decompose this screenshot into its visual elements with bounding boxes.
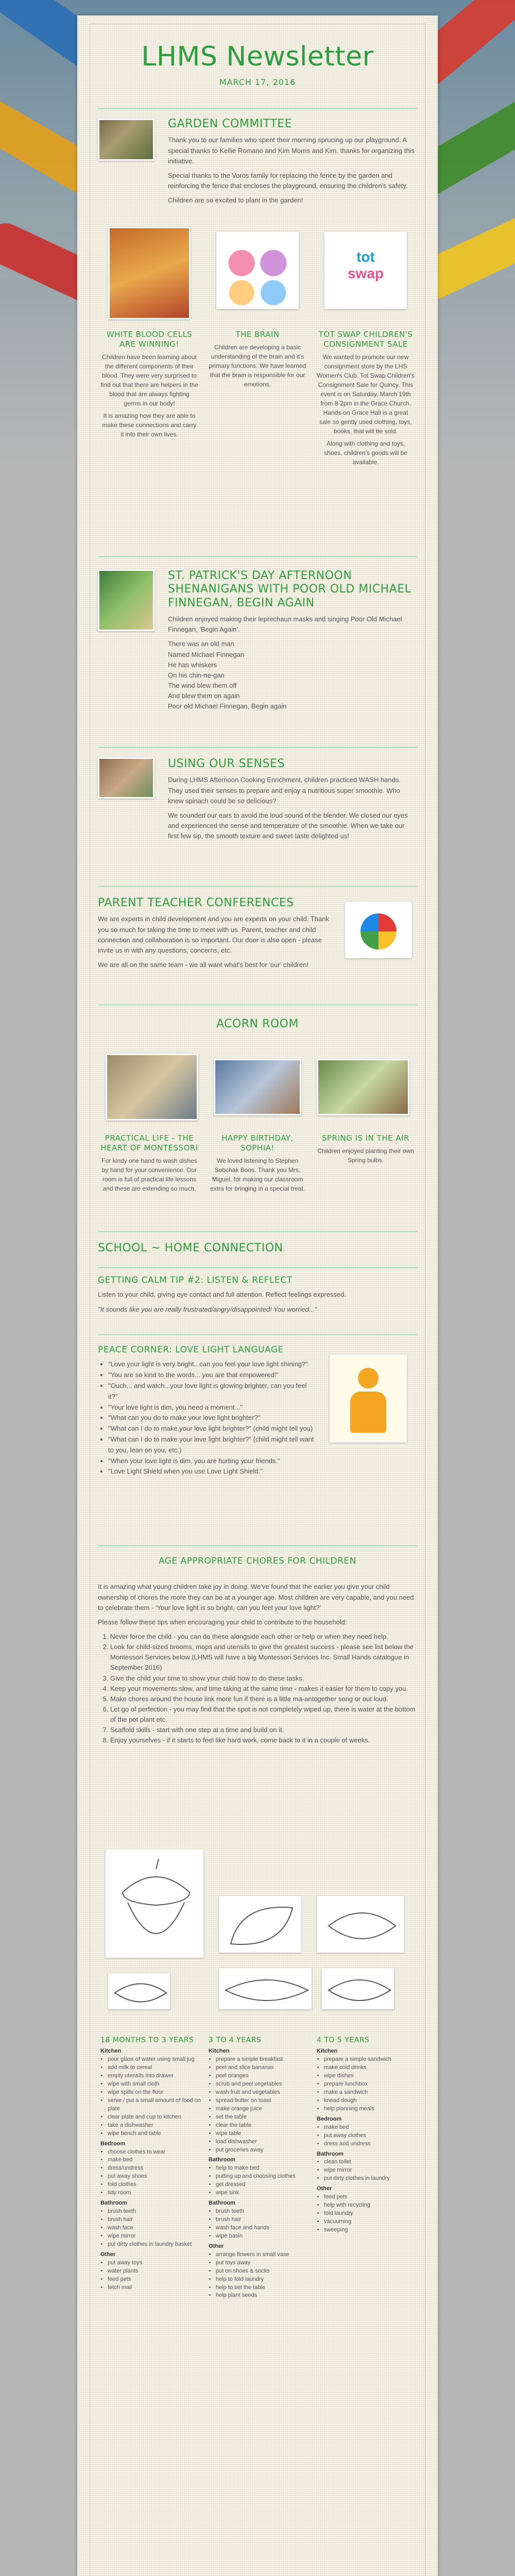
birthday-title: HAPPY BIRTHDAY, SOPHIA! [221, 1133, 294, 1153]
divider [98, 108, 417, 109]
chore-item: • arrange flowers in small vase [216, 2251, 309, 2259]
chore-item: • brush teeth [108, 2208, 201, 2216]
chores-tip-item: 6. Let go of perfection - you may find that the spot is not completely wiped up, there is water at the bottom of the pot plant etc. [110, 1704, 417, 1725]
leaf-drawing-2 [317, 1896, 404, 1953]
ptc-section [98, 896, 335, 970]
chore-item: • wipe mirror [324, 2166, 417, 2175]
peace-corner-item: • "Your love light is dim, you need a moment..." [108, 1402, 314, 1413]
chore-item: • dress and undress [324, 2140, 417, 2148]
tot-swap-title: TOT SWAP CHILDREN'S CONSIGNMENT SALE [318, 330, 413, 349]
chore-item: • brush teeth [216, 2208, 309, 2216]
chore-item: • wipe basin [216, 2232, 309, 2241]
chores-title: AGE APPROPRIATE CHORES FOR CHILDREN [158, 1556, 357, 1566]
garden-text-3: Children are so excited to plant in the garden! [168, 196, 303, 205]
peace-corner-item: • "When your love light is dim, you are hurting your friends." [108, 1456, 314, 1467]
chore-list [317, 2056, 417, 2113]
acorn-room-title: ACORN ROOM [216, 1018, 299, 1030]
chore-list [209, 2164, 309, 2197]
chore-item: • help to make bed [216, 2164, 309, 2173]
birthday-column [209, 1133, 306, 1193]
chore-group-title: Bathroom [100, 2200, 127, 2207]
love-light-figure [330, 1355, 407, 1443]
chore-item: • peel oranges [216, 2072, 309, 2080]
chore-item: • fold clothes [108, 2181, 201, 2189]
calm-tip-title: GETTING CALM TIP #2: LISTEN & REFLECT [98, 1275, 293, 1285]
chore-item: • wash face and hands [216, 2224, 309, 2232]
st-patricks-photo [98, 569, 154, 631]
divider [98, 556, 417, 557]
calm-tip-text-1: Listen to your child, giving eye contact and full attention. Reflect feelings expressed. [98, 1291, 347, 1299]
chore-item: • dress/undress [108, 2164, 201, 2173]
chore-list [100, 2056, 201, 2138]
spring-photo [317, 1059, 409, 1115]
divider [98, 747, 417, 748]
peace-corner-item: • "What can I do to make your love light brighter?" (child might tell want to you, lean on you, etc.) [108, 1434, 314, 1456]
chore-item: • help to fold laundry [216, 2276, 309, 2284]
newsletter-page [77, 15, 438, 2576]
ptc-text-1: We are experts in child development and you are experts on your child. Thank you so much for taking the time to meet with us. Parent, teacher and child connection and collaboration is so important. Our door is also open - please invite us in with any questions, concerns, etc. [98, 915, 329, 954]
garden-photo [98, 118, 154, 161]
chore-item: • putting up and choosing clothes [216, 2173, 309, 2181]
calm-tip-section [98, 1275, 417, 1315]
chore-item: • help planning meals [324, 2105, 417, 2113]
garden-text-1: Thank you to our families who spent their morning sprucing up our playground. A special thanks to Kellie Romano and Kim Morris and Kim. thanks for organizing this initiative. [168, 136, 415, 165]
peace-corner-item: • "You are so kind to the words... you are that empowered!" [108, 1370, 314, 1381]
senses-text-2: We sounded our ears to avoid the loud sound of the blender. We closed our eyes and experienced the sense and temperature of the smoothie. When we take our first few sip, the smooth texture and sweet taste delighted us! [168, 811, 408, 840]
chore-list [100, 2148, 201, 2198]
peace-corner-item: • "What can I do to make your love light brighter?" (child might tell you) [108, 1423, 314, 1434]
chore-item: • feed pets [108, 2276, 201, 2284]
practical-life-column [100, 1133, 198, 1193]
chore-group-title: Kitchen [209, 2048, 230, 2055]
chore-item: • wipe spills on the floor [108, 2089, 201, 2097]
chore-item: • empty utensils into drawer [108, 2072, 201, 2080]
peace-corner-item: • "Ouch... and watch...your love light is glowing brighter, can you feel it?" [108, 1381, 314, 1402]
garden-text-2: Special thanks to the Voros family for replacing the fence by the garden and reinforcing the fence that encloses the playground, ensuring the children's safety. [168, 171, 408, 190]
senses-title: USING OUR SENSES [168, 757, 285, 770]
chores-tip-item: 3. Give the child your time to show your child how to do these tasks. [110, 1673, 417, 1684]
chore-list [100, 2208, 201, 2249]
chore-item: • wipe sink [216, 2189, 309, 2197]
leaf-drawing-5 [322, 1968, 394, 2009]
peace-corner-section [98, 1345, 314, 1477]
chore-item: • put dirty clothes in laundry basket [108, 2241, 201, 2249]
chore-item: • set the table [216, 2113, 309, 2122]
chore-item: • sweeping [324, 2226, 417, 2234]
leaf-drawing-3 [108, 1973, 170, 2009]
tot-swap-logo: tot swap [324, 232, 407, 309]
chore-item: • help to set the table [216, 2284, 309, 2292]
age-column-title: 3 TO 4 YEARS [209, 2036, 262, 2044]
chore-item: • make bed [324, 2124, 417, 2132]
peace-corner-item: • "Love Light Shield when you use Love Light Shield." [108, 1466, 314, 1477]
leaf-drawing-4 [219, 1968, 312, 2009]
brain-column [209, 330, 306, 389]
peace-corner-title: PEACE CORNER: LOVE LIGHT LANGUAGE [98, 1345, 284, 1355]
divider [98, 1267, 417, 1268]
chore-item: • clear the table [216, 2122, 309, 2130]
chore-item: • put away toys [108, 2259, 201, 2267]
chore-list [317, 2193, 417, 2234]
spring-title: SPRING IS IN THE AIR [322, 1133, 409, 1143]
ptc-text-2: We are all on the same team - we all want what's best for 'our' children! [98, 960, 308, 969]
connect-logo [345, 902, 412, 958]
chore-list [209, 2056, 309, 2154]
chore-group-title: Other [209, 2243, 224, 2249]
age-column-3-4y [209, 2035, 309, 2300]
brain-diagram-image [216, 232, 299, 309]
chore-group-title: Bedroom [317, 2115, 342, 2122]
chore-group-title: Bathroom [317, 2150, 344, 2157]
chores-tip-item: 2. Look for child-sized brooms, mops and utensils to give the greatest success - please see list below the Montessori Services below (LHMS will have a big Montessori Services Inc. Small Hands catalogue in September 2016) [110, 1642, 417, 1673]
blood-cells-column [100, 330, 198, 439]
chore-item: • get dressed [216, 2181, 309, 2189]
age-column-18m-3y [100, 2035, 201, 2292]
tot-swap-text: We wanted to promote our new consignment store by the LHS Women's Club. Tot Swap Children's Consignment Sale for Quincy. This event is on Saturday, March 19th from 8-2pm in the Grace Church. Hands-on Grace Hall is a great sale so gently used clothing, toys, books, that will be sold. [317, 353, 415, 435]
chore-item: • fold laundry [324, 2210, 417, 2218]
chore-item: • wipe bench and table [108, 2130, 201, 2138]
chores-tip-item: 8. Enjoy yourselves - if it starts to feel like hard work, come back to it in a couple of weeks. [110, 1735, 417, 1745]
home-connection-title: SCHOOL ~ HOME CONNECTION [98, 1242, 283, 1255]
chore-item: • clean toilet [324, 2158, 417, 2166]
divider [98, 886, 417, 887]
chore-item: • put dirty clothes in laundry [324, 2175, 417, 2183]
chore-item: • wash fruit and vegetables [216, 2089, 309, 2097]
chore-item: • wash face [108, 2224, 201, 2232]
chore-list [317, 2158, 417, 2183]
practical-life-photo [106, 1054, 198, 1121]
newsletter-date: MARCH 17, 2016 [219, 77, 296, 87]
acorn-room-header [98, 1018, 417, 1031]
tot-swap-extra: Along with clothing and toys, shoes, children's goods will be available. [324, 439, 407, 466]
chore-group-title: Other [317, 2185, 332, 2192]
blood-cells-text: Children have been learning about the different components of their blood. They were very surprised to find out that there are helpers in the blood that are always fighting germs in our body! [100, 353, 198, 407]
senses-text-1: During LHMS Afternoon Cooking Enrichment, children practiced WASH hands. They used their senses to prepare and enjoy a nutritious super smoothie. Who knew spinach could be so delicious? [168, 776, 401, 805]
chore-item: • wipe mirror [108, 2232, 201, 2241]
chore-item: • make a sandwich [324, 2089, 417, 2097]
chore-group-title: Bedroom [100, 2140, 126, 2147]
chore-item: • choose clothes to wear [108, 2148, 201, 2157]
peace-corner-item: • "Love your light is very bright...can you feel your love light shining?" [108, 1359, 314, 1370]
chore-item: • help with recycling [324, 2201, 417, 2210]
chore-group-title: Bathroom [209, 2157, 235, 2163]
blood-cells-title: WHITE BLOOD CELLS ARE WINNING! [106, 330, 193, 349]
chore-item: • feed pets [324, 2193, 417, 2201]
chore-item: • fetch mail [108, 2284, 201, 2292]
chore-item: • pour glass of water using small jug [108, 2056, 201, 2064]
chore-list [209, 2251, 309, 2300]
tot-swap-column [317, 330, 415, 467]
chore-item: • water plants [108, 2267, 201, 2276]
chore-item: • brush hair [216, 2216, 309, 2224]
chore-item: • wipe dishes [324, 2072, 417, 2080]
peace-corner-list [98, 1359, 314, 1477]
chore-item: • make orange juice [216, 2105, 309, 2113]
chore-item: • make bed [108, 2156, 201, 2164]
chore-item: • knead dough [324, 2097, 417, 2105]
senses-section [168, 757, 415, 841]
leaf-drawing-1 [219, 1896, 301, 1953]
chores-tip-item: 1. Never force the child - you can do these alongside each other or help or when they need help. [110, 1632, 417, 1642]
chore-item: • serve / put a small amount of food on plate [108, 2097, 201, 2113]
chore-item: • load dishwasher [216, 2138, 309, 2146]
chore-item: • put away shoes [108, 2173, 201, 2181]
birthday-text: We loved listening to Stephen Sobchak Boos. Thank you Mrs. Miguel, for making our classroom extra for bringing in a special treat. [210, 1157, 305, 1192]
chore-item: • prepare a simple sandwich [324, 2056, 417, 2064]
chore-group-title: Other [100, 2251, 116, 2258]
chore-list [209, 2208, 309, 2241]
st-patricks-section [168, 569, 415, 711]
chore-item: • put toys away [216, 2259, 309, 2267]
chore-list [317, 2124, 417, 2148]
chore-item: • put on shoes & socks [216, 2267, 309, 2276]
chore-item: • peel and slice bananas [216, 2064, 309, 2072]
st-patricks-title: ST. PATRICK'S DAY AFTERNOON SHENANIGANS WITH POOR OLD MICHAEL FINNEGAN, BEGIN AGAIN [168, 569, 411, 609]
ptc-title: PARENT TEACHER CONFERENCES [98, 896, 294, 909]
chore-item: • wipe table [216, 2130, 309, 2138]
chores-tip-item: 5. Make chores around the house link more fun if there is a little ma-antogether song or out loud. [110, 1694, 417, 1704]
brain-text: Children are developing a basic understanding of the brain and it's primary functions. We have learned that the brain is responsible for our emotions. [209, 343, 306, 388]
header [98, 41, 417, 87]
senses-photo [98, 757, 154, 799]
st-patricks-song: There was an old man Named Michael Finnegan He has whiskers On his chin-ne-gan The wind blew them off And blew them on again Poor old Michael Finnegan, Begin again [168, 640, 287, 710]
chore-group-title: Bathroom [209, 2200, 235, 2207]
blood-cells-book-image [108, 227, 191, 319]
chore-item: • prepare lunchbox [324, 2080, 417, 2089]
spring-column [317, 1133, 415, 1165]
chore-item: • prepare a simple breakfast [216, 2056, 309, 2064]
garden-title: GARDEN COMMITTEE [168, 117, 293, 130]
brain-title: THE BRAIN [235, 330, 280, 339]
chore-item: • help plant seeds [216, 2292, 309, 2300]
birthday-photo [214, 1059, 301, 1115]
chores-tips-list [98, 1632, 417, 1746]
acorn-drawing [106, 1850, 203, 1958]
chore-item: • put groceries away [216, 2146, 309, 2155]
chore-item: • wipe with small cloth [108, 2080, 201, 2089]
chore-group-title: Kitchen [100, 2048, 122, 2055]
st-patricks-text: Children enjoyed making their leprechaun masks and singing Poor Old Michael Finnegan, 'Begin Again'. [168, 615, 402, 634]
chore-item: • vacuuming [324, 2218, 417, 2226]
chores-tip-item: 4. Keep your movements slow, and time taking at the same time - makes it easier for them to copy you. [110, 1684, 417, 1694]
chore-item: • add milk to cereal [108, 2064, 201, 2072]
age-column-title: 18 MONTHS TO 3 YEARS [100, 2036, 194, 2044]
practical-life-text: For kindy one hand to wash dishes by hand for your convenience. Our room is full of practical life lessons and these are extending so much. [101, 1157, 197, 1192]
chore-item: • brush hair [108, 2216, 201, 2224]
blood-cells-extra: It is amazing how they are able to make these connections and carry it into their own lives. [102, 412, 197, 438]
chore-item: • make cold drinks [324, 2064, 417, 2072]
garden-section [168, 117, 415, 206]
age-column-4-5y [317, 2035, 417, 2234]
divider [98, 1334, 417, 1335]
chore-item: • put away clothes [324, 2132, 417, 2140]
practical-life-title: PRACTICAL LIFE - THE HEART OF MONTESSORI [100, 1133, 198, 1153]
chore-list [100, 2259, 201, 2292]
newsletter-title: LHMS Newsletter [141, 41, 374, 72]
chore-item: • spread butter on toast [216, 2097, 309, 2105]
chore-item: • take a dishwasher [108, 2122, 201, 2130]
age-column-title: 4 TO 5 YEARS [317, 2036, 370, 2044]
peace-corner-item: • "What can you do to make your love light brighter?" [108, 1413, 314, 1423]
calm-tip-text-2: "It sounds like you are really frustrated/angry/disappointed! You worried..." [98, 1305, 317, 1313]
chores-tip-item: 7. Scaffold skills - start with one step at a time and build on it. [110, 1725, 417, 1735]
chores-section [98, 1556, 417, 1746]
chore-item: • scrub and peel vegetables [216, 2080, 309, 2089]
divider [98, 1231, 417, 1232]
chore-item: • tidy room [108, 2189, 201, 2197]
chore-item: • clear plate and cup to kitchen [108, 2113, 201, 2122]
spring-text: Children enjoyed planting their own Spring bulbs. [317, 1147, 414, 1164]
chores-intro: It is amazing what young children take joy in doing. We've found that the earlier you give your child ownership of chores the more they can be at a younger age. Most children are very capable, and you need to celebrate them - 'Your love light is so bright, can you feel your love light?' [98, 1583, 414, 1612]
home-connection-section [98, 1242, 417, 1255]
chores-tips-intro: Please follow these tips when encouraging your child to contribute to the household: [98, 1618, 347, 1626]
chore-group-title: Kitchen [317, 2048, 338, 2055]
